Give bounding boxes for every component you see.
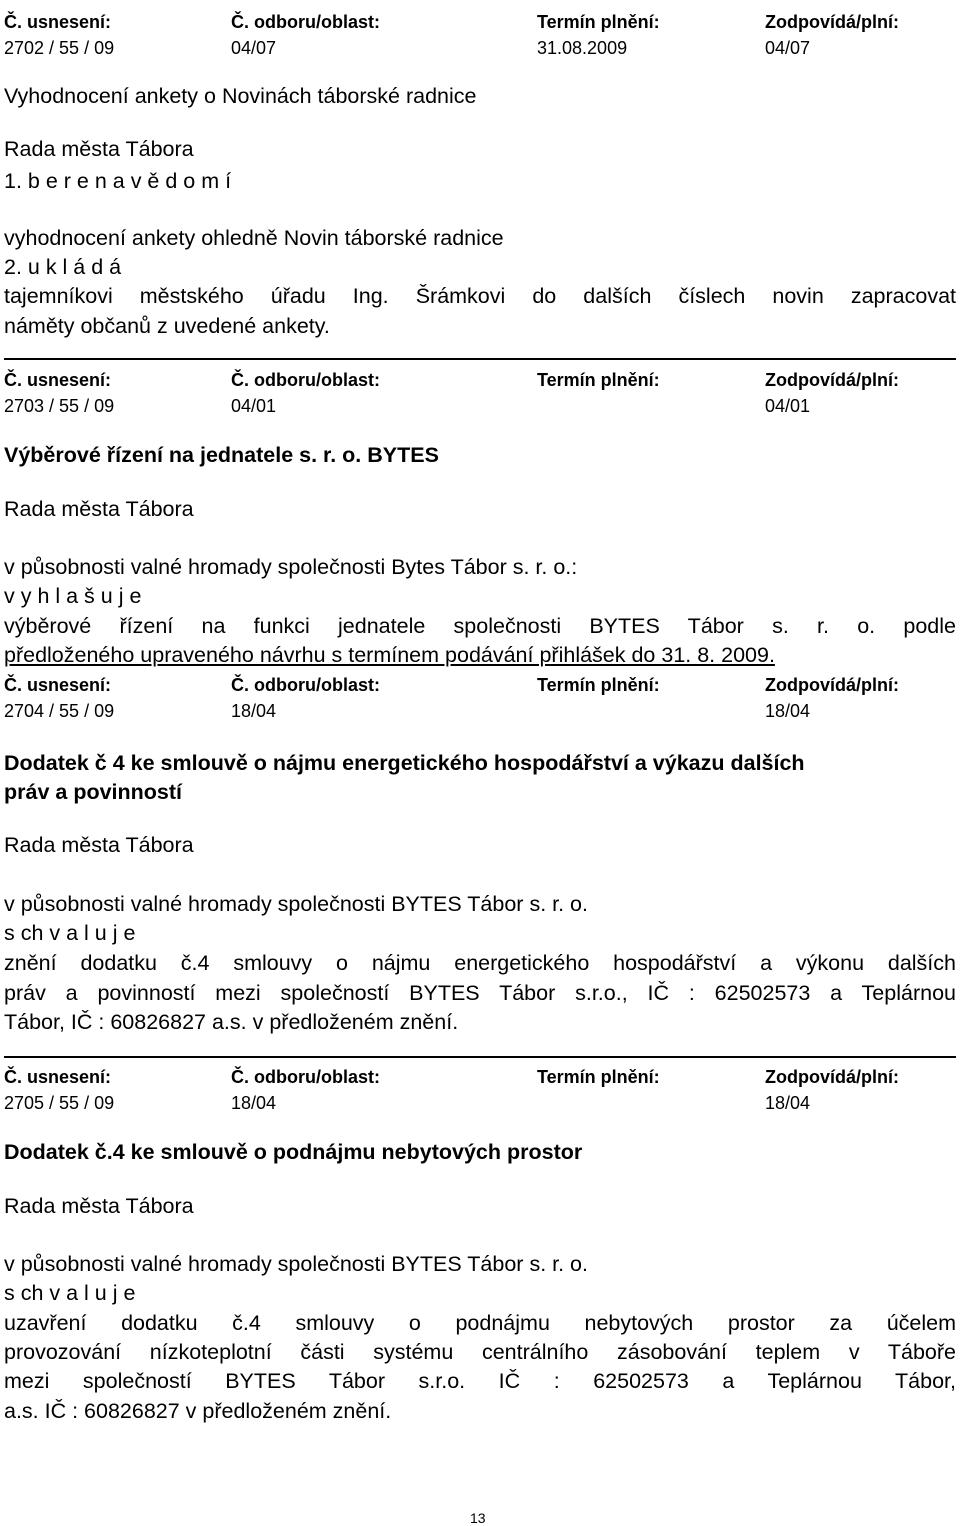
body-line: Tábor, IČ : 60826827 a.s. v předloženém znění.: [4, 1010, 459, 1034]
body-line: v působnosti valné hromady společnosti BYTES Tábor s. r. o.: [4, 1252, 588, 1276]
section-title: Výběrové řízení na jednatele s. r. o. BYTES: [4, 443, 439, 467]
label-usneseni: Č. usnesení:: [4, 370, 112, 390]
resolution-number: 2703 / 55 / 09: [4, 396, 115, 416]
label-zodpovida: Zodpovídá/plní:: [765, 12, 899, 32]
divider: [4, 358, 956, 360]
body-line: tajemníkovi městského úřadu Ing. Šrámkovi do dalších číslech novin zapracovat: [4, 284, 956, 308]
body-line: předloženého upraveného návrhu s termínem podávání přihlášek do 31. 8. 2009.: [4, 643, 775, 667]
label-zodpovida: Zodpovídá/plní:: [765, 370, 899, 390]
department-value: 04/01: [231, 396, 277, 416]
body-line: s ch v a l u j e: [4, 1281, 136, 1305]
resolution-number: 2705 / 55 / 09: [4, 1093, 115, 1113]
resolution-header: [4, 12, 956, 58]
body-line: 2. u k l á d á: [4, 255, 122, 279]
divider: [4, 1056, 956, 1058]
council-name: Rada města Tábora: [4, 137, 194, 161]
body-line: s ch v a l u j e: [4, 921, 136, 945]
page-number: 13: [470, 1510, 486, 1526]
responsible-value: 04/07: [765, 38, 811, 58]
label-zodpovida: Zodpovídá/plní:: [765, 1067, 899, 1087]
label-usneseni: Č. usnesení:: [4, 1067, 112, 1087]
body-line: a.s. IČ : 60826827 v předloženém znění.: [4, 1399, 392, 1423]
responsible-value: 04/01: [765, 396, 811, 416]
body-line: znění dodatku č.4 smlouvy o nájmu energetického hospodářství a výkonu dalších: [4, 951, 956, 975]
resolution-header: [4, 675, 956, 721]
label-odbor: Č. odboru/oblast:: [231, 1067, 380, 1087]
body-line: výběrové řízení na funkci jednatele společnosti BYTES Tábor s. r. o. podle: [4, 614, 956, 638]
council-name: Rada města Tábora: [4, 833, 194, 857]
body-line: v y h l a š u j e: [4, 584, 142, 608]
council-name: Rada města Tábora: [4, 497, 194, 521]
label-odbor: Č. odboru/oblast:: [231, 370, 380, 390]
label-termin: Termín plnění:: [537, 12, 660, 32]
label-usneseni: Č. usnesení:: [4, 675, 112, 695]
body-line: provozování nízkoteplotní části systému centrálního zásobování teplem v Táboře: [4, 1340, 956, 1364]
department-value: 18/04: [231, 1093, 277, 1113]
label-termin: Termín plnění:: [537, 675, 660, 695]
body-line: práv a povinností mezi společností BYTES Tábor s.r.o., IČ : 62502573 a Teplárnou: [4, 981, 956, 1005]
body-line: v působnosti valné hromady společnosti Bytes Tábor s. r. o.:: [4, 555, 578, 579]
body-line: vyhodnocení ankety ohledně Novin táborské radnice: [4, 226, 504, 250]
department-value: 18/04: [231, 701, 277, 721]
section-title: Vyhodnocení ankety o Novinách táborské radnice: [4, 84, 477, 108]
body-line: náměty občanů z uvedené ankety.: [4, 314, 330, 338]
label-odbor: Č. odboru/oblast:: [231, 12, 380, 32]
resolution-number: 2702 / 55 / 09: [4, 38, 115, 58]
body-line: v působnosti valné hromady společnosti BYTES Tábor s. r. o.: [4, 892, 588, 916]
label-termin: Termín plnění:: [537, 1067, 660, 1087]
label-usneseni: Č. usnesení:: [4, 12, 112, 32]
resolution-header: [4, 1067, 956, 1113]
responsible-value: 18/04: [765, 701, 811, 721]
body-line: uzavření dodatku č.4 smlouvy o podnájmu nebytových prostor za účelem: [4, 1311, 956, 1335]
resolution-header: [4, 370, 956, 416]
responsible-value: 18/04: [765, 1093, 811, 1113]
council-name: Rada města Tábora: [4, 1194, 194, 1218]
label-odbor: Č. odboru/oblast:: [231, 675, 380, 695]
section-title: Dodatek č.4 ke smlouvě o podnájmu nebytových prostor: [4, 1140, 583, 1164]
body-line: mezi společností BYTES Tábor s.r.o. IČ : 62502573 a Teplárnou Tábor,: [4, 1369, 956, 1393]
section-title: Dodatek č 4 ke smlouvě o nájmu energetického hospodářství a výkazu dalších: [4, 751, 805, 775]
label-termin: Termín plnění:: [537, 370, 660, 390]
body-line: 1. b e r e n a v ě d o m í: [4, 169, 232, 193]
department-value: 04/07: [231, 38, 277, 58]
deadline-value: 31.08.2009: [537, 38, 628, 58]
resolution-number: 2704 / 55 / 09: [4, 701, 115, 721]
section-title: práv a povinností: [4, 780, 183, 804]
label-zodpovida: Zodpovídá/plní:: [765, 675, 899, 695]
